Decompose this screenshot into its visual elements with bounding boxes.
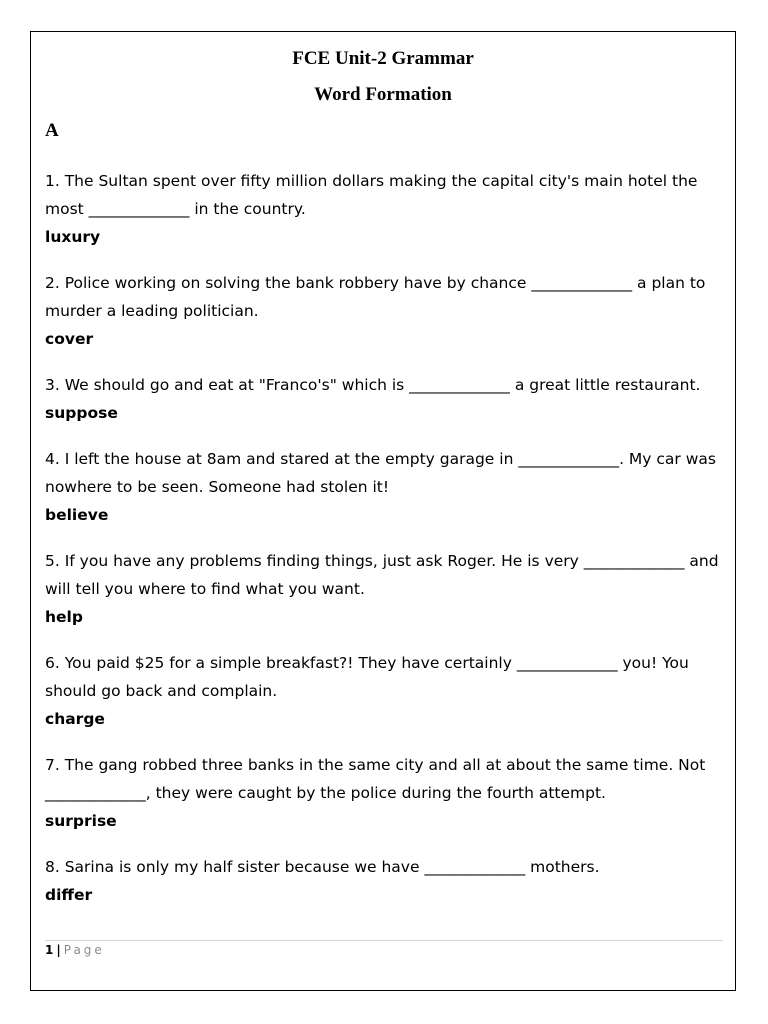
- question-root-word: help: [45, 608, 83, 626]
- document-title: FCE Unit-2 Grammar: [292, 48, 474, 69]
- question-item: [45, 269, 725, 353]
- question-text: 4. I left the house at 8am and stared at the empty garage in _____________. My car was nowhere to be seen. Someone had stolen it!: [45, 450, 716, 496]
- question-root-word: cover: [45, 330, 94, 348]
- footer-divider: [45, 940, 723, 941]
- question-item: [45, 751, 725, 835]
- page-label: Page: [63, 943, 105, 957]
- question-root-word: charge: [45, 710, 105, 728]
- question-item: [45, 167, 725, 251]
- question-text: 6. You paid $25 for a simple breakfast?! They have certainly _____________ you! You should go back and complain.: [45, 654, 689, 700]
- page-number: 1: [45, 943, 54, 957]
- footer-separator: |: [56, 943, 61, 957]
- question-text: 8. Sarina is only my half sister because we have _____________ mothers.: [45, 858, 600, 876]
- question-text: 3. We should go and eat at "Franco's" which is _____________ a great little restaurant.: [45, 376, 701, 394]
- document-subtitle: Word Formation: [314, 84, 452, 105]
- question-root-word: suppose: [45, 404, 118, 422]
- question-root-word: believe: [45, 506, 109, 524]
- question-item: [45, 371, 725, 427]
- question-item: [45, 547, 725, 631]
- question-text: 5. If you have any problems finding things, just ask Roger. He is very _____________ and will tell you where to find what you want.: [45, 552, 719, 598]
- question-item: [45, 853, 725, 909]
- question-root-word: surprise: [45, 812, 117, 830]
- question-text: 1. The Sultan spent over fifty million dollars making the capital city's main hotel the most _____________ in the country.: [45, 172, 698, 218]
- question-root-word: luxury: [45, 228, 101, 246]
- section-heading: A: [45, 120, 59, 141]
- question-root-word: differ: [45, 886, 93, 904]
- question-text: 7. The gang robbed three banks in the same city and all at about the same time. Not _____________, they were caught by the police during the fourth attempt.: [45, 756, 706, 802]
- question-list: [45, 167, 725, 927]
- page-footer: [45, 943, 105, 957]
- question-text: 2. Police working on solving the bank robbery have by chance _____________ a plan to murder a leading politician.: [45, 274, 706, 320]
- question-item: [45, 445, 725, 529]
- question-item: [45, 649, 725, 733]
